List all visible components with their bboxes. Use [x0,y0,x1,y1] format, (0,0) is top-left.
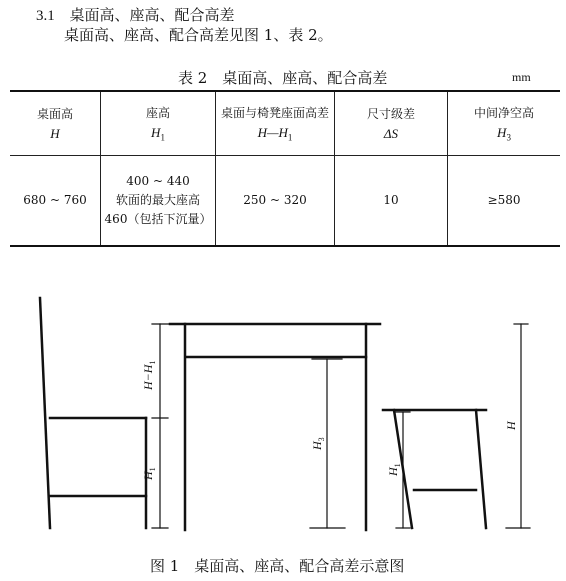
table-row [10,155,560,246]
header-symbol: ΔS [383,125,399,141]
height-spec-table [10,90,560,247]
table-unit: mm [512,70,531,84]
dim-label-h3: $H_3$ [310,437,326,450]
section-number: 3.1 [36,8,55,24]
cell-clearance: ≥580 [448,155,561,246]
section-description: 桌面高、座高、配合高差见图 1、表 2。 [64,26,333,44]
header-label: 座高 [145,105,170,120]
dim-label-h-minus-h1: $H-H_1$ [141,360,157,390]
dim-label-h1-stool: $H_1$ [386,463,402,476]
desk-drawing [170,324,380,530]
dim-label-h1-chair: $H_1$ [141,467,157,480]
header-label: 中间净空高 [473,105,534,120]
dim-label-h: H [504,421,518,430]
col-clearance-header [448,91,561,155]
chair-drawing [40,298,146,528]
section-title: 桌面高、座高、配合高差 [69,6,235,24]
table-header-row [10,91,560,155]
dimension-lines [152,324,530,528]
furniture-height-diagram [0,280,566,550]
header-label: 尺寸级差 [366,106,415,121]
col-seat-height-header [101,91,216,155]
header-label: 桌面高 [36,106,73,121]
header-symbol: $H_1$ [151,124,165,143]
header-symbol: $H_3$ [497,124,511,143]
col-desk-height-header [10,91,101,155]
header-symbol: $H—H_1$ [257,124,293,143]
cell-seat-height: 400 ~ 440 软面的最大座高 460（包括下沉量） [101,155,216,246]
table-caption: 表 2 桌面高、座高、配合高差 [178,69,388,87]
header-label: 桌面与椅凳座面高差 [220,105,329,120]
col-difference-header [216,91,335,155]
cell-desk-height: 680 ~ 760 [10,155,101,246]
cell-step: 10 [335,155,448,246]
cell-difference: 250 ~ 320 [216,155,335,246]
col-step-header [335,91,448,155]
header-symbol: H [50,125,60,141]
figure-caption: 图 1 桌面高、座高、配合高差示意图 [150,557,405,575]
section-heading [36,4,235,25]
